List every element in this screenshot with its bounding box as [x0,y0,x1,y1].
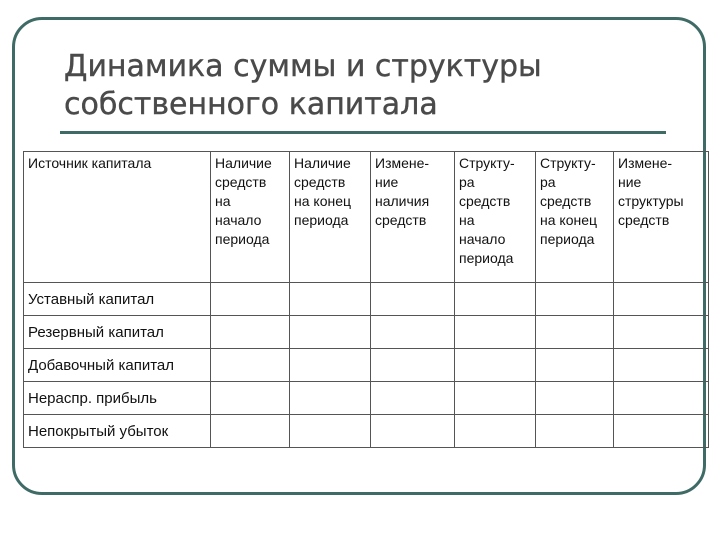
header-start-amount: Наличие средств на начало периода [211,152,290,283]
cell [614,349,709,382]
cell [211,382,290,415]
header-amount-change: Измене- ние наличия средств [371,152,455,283]
cell [536,415,614,448]
header-structure-change: Измене- ние структуры средств [614,152,709,283]
cell [614,316,709,349]
cell [290,349,371,382]
table-header-row [24,152,709,283]
cell [455,283,536,316]
cell [371,349,455,382]
cell [290,316,371,349]
cell [614,382,709,415]
cell [211,316,290,349]
row-label: Нераспр. прибыль [24,382,211,415]
table-row [24,283,709,316]
title-line-2: собственного капитала [64,87,438,122]
title-line-1: Динамика суммы и структуры [64,49,542,84]
cell [455,349,536,382]
row-label: Непокрытый убыток [24,415,211,448]
row-label: Добавочный капитал [24,349,211,382]
cell [290,415,371,448]
cell [211,349,290,382]
row-label: Резервный капитал [24,316,211,349]
table-row [24,349,709,382]
cell [536,316,614,349]
header-source: Источник капитала [24,152,211,283]
cell [371,283,455,316]
cell [455,316,536,349]
header-end-amount: Наличие средств на конец периода [290,152,371,283]
cell [536,349,614,382]
row-label: Уставный капитал [24,283,211,316]
cell [371,415,455,448]
slide-title [64,48,684,124]
cell [614,283,709,316]
header-end-structure: Структу- ра средств на конец периода [536,152,614,283]
cell [371,316,455,349]
cell [211,415,290,448]
cell [455,415,536,448]
cell [536,382,614,415]
cell [290,382,371,415]
cell [455,382,536,415]
capital-table [23,151,709,448]
cell [614,415,709,448]
header-start-structure: Структу- ра средств на начало периода [455,152,536,283]
cell [290,283,371,316]
table-row [24,415,709,448]
title-underline [60,131,666,134]
cell [211,283,290,316]
table-row [24,316,709,349]
table-row [24,382,709,415]
cell [371,382,455,415]
cell [536,283,614,316]
